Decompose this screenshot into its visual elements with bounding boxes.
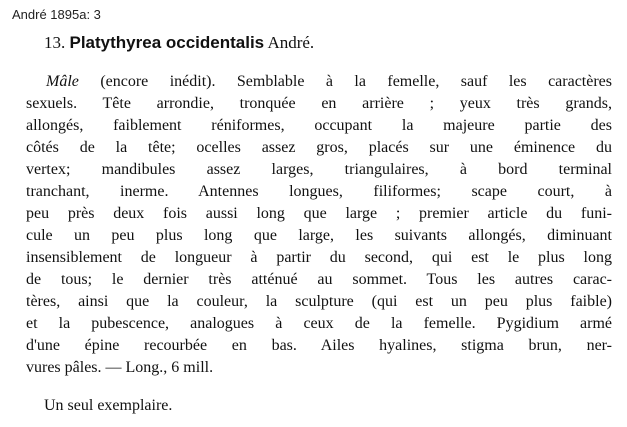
description-line (26, 71, 612, 93)
description-line: tranchant, inerme. Antennes longues, filiformes; scape court, à (26, 183, 612, 200)
description-line: vures pâles. — Long., 6 mill. (26, 359, 214, 376)
description-line: vertex; mandibules assez larges, triangulaires, à bord terminal (26, 161, 612, 178)
species-number: 13. (44, 33, 66, 52)
description-line: peu près deux fois aussi long que large ; premier article du funi- (26, 205, 612, 222)
description-line-text: (encore inédit). Semblable à la femelle, sauf les caractères (100, 73, 613, 90)
description-line: et la pubescence, analogues à ceux de la femelle. Pygidium armé (26, 315, 612, 332)
description-line: insensiblement de longueur à partir du second, qui est le plus long (26, 249, 612, 266)
description-line: cule un peu plus long que large, les suivants allongés, diminuant (26, 227, 612, 244)
description-line: allongés, faiblement réniformes, occupant la majeure partie des (26, 117, 612, 134)
description-line: d'une épine recourbée en bas. Ailes hyalines, stigma brun, ner- (26, 337, 612, 354)
specimen-count-note: Un seul exemplaire. (44, 397, 173, 414)
description-line: sexuels. Tête arrondie, tronquée en arrière ; yeux très grands, (26, 95, 612, 112)
description-paragraph (26, 71, 612, 379)
description-line: côtés de la tête; ocelles assez gros, placés sur une éminence du (26, 139, 612, 156)
description-line: tères, ainsi que la couleur, la sculpture (qui est un peu plus faible) (26, 293, 612, 310)
species-name: Platythyrea occidentalis (69, 33, 265, 52)
source-citation: André 1895a: 3 (12, 7, 101, 22)
species-author: André. (267, 33, 315, 52)
description-line: de tous; le dernier très atténué au sommet. Tous les autres carac- (26, 271, 612, 288)
sex-label: Mâle (46, 73, 79, 90)
species-heading (44, 33, 314, 53)
